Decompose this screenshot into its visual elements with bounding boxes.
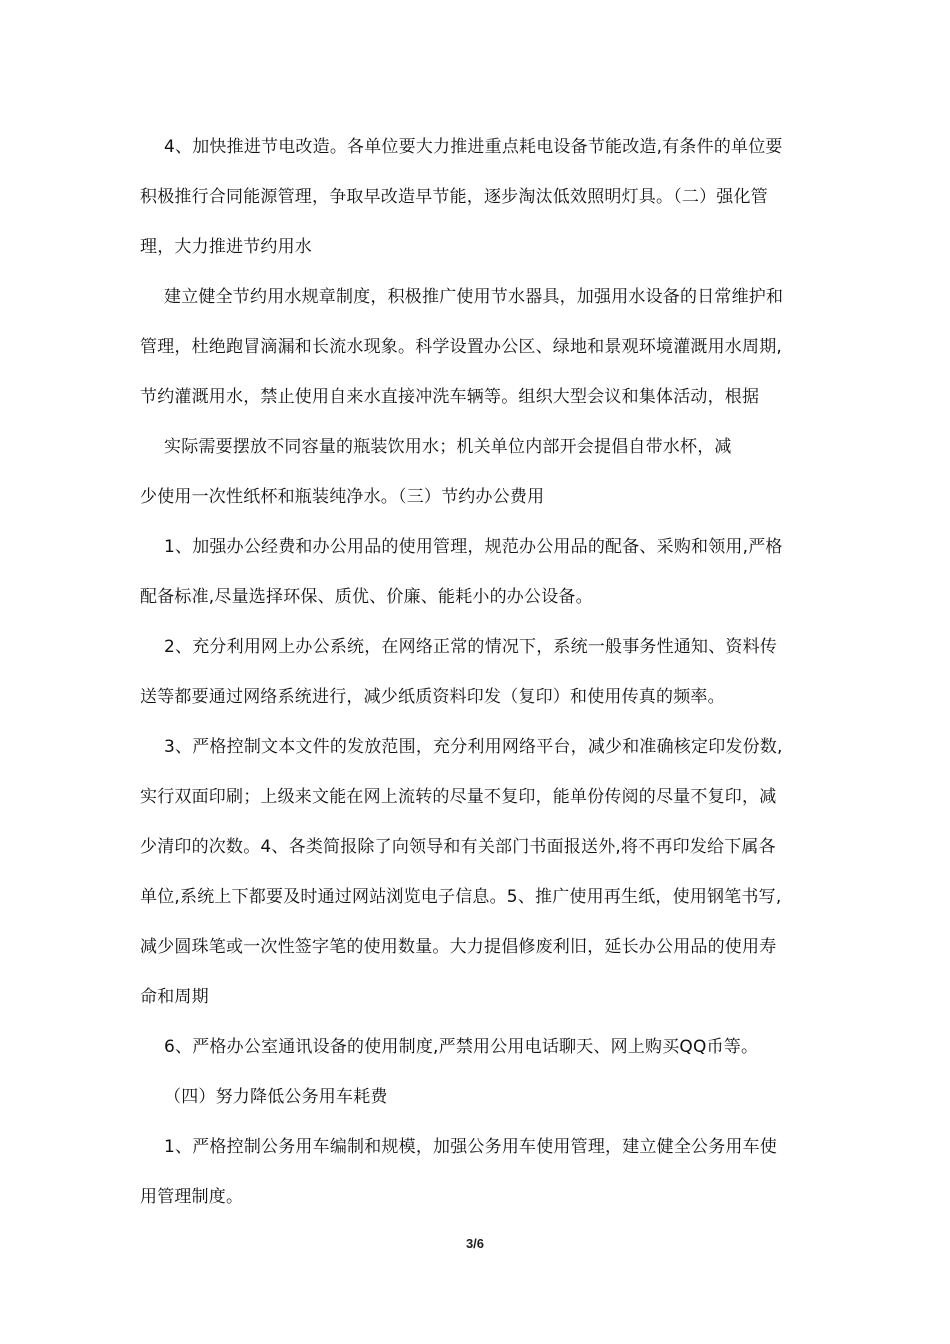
text-line: 减少圆珠笔或一次性签字笔的使用数量。大力提倡修废利旧，延长办公用品的使用寿 <box>140 937 777 957</box>
text-line: 节约灌溉用水，禁止使用自来水直接冲洗车辆等。组织大型会议和集体活动，根据 <box>140 387 760 407</box>
text-line: 6、严格办公室通讯设备的使用制度,严禁用公用电话聊天、网上购买QQ币等。 <box>164 1037 759 1057</box>
page-number: 3/6 <box>465 1236 485 1251</box>
text-line: 积极推行合同能源管理，争取早改造早节能，逐步淘汰低效照明灯具。（二）强化管 <box>140 187 768 207</box>
text-line: 实行双面印刷；上级来文能在网上流转的尽量不复印，能单份传阅的尽量不复印，减 <box>140 787 777 807</box>
text-line: 少清印的次数。4、各类简报除了向领导和有关部门书面报送外,将不再印发给下属各 <box>140 837 776 857</box>
text-line: 理，大力推进节约用水 <box>140 237 312 257</box>
section-heading: （四）努力降低公务用车耗费 <box>164 1087 388 1107</box>
text-line: 命和周期 <box>140 987 209 1007</box>
text-line: 4、加快推进节电改造。各单位要大力推进重点耗电设备节能改造,有条件的单位要 <box>164 137 783 157</box>
text-line: 用管理制度。 <box>140 1187 244 1207</box>
text-line: 配备标准,尽量选择环保、质优、价廉、能耗小的办公设备。 <box>140 587 593 607</box>
text-line: 实际需要摆放不同容量的瓶装饮用水；机关单位内部开会提倡自带水杯，减 <box>164 437 732 457</box>
text-line: 单位,系统上下都要及时通过网站浏览电子信息。5、推广使用再生纸，使用钢笔书写, <box>140 887 782 907</box>
text-line: 管理，杜绝跑冒滴漏和长流水现象。科学设置办公区、绿地和景观环境灌溉用水周期, <box>140 337 783 357</box>
text-line: 1、加强办公经费和办公用品的使用管理，规范办公用品的配备、采购和领用,严格 <box>164 537 783 557</box>
text-line: 建立健全节约用水规章制度，积极推广使用节水器具，加强用水设备的日常维护和 <box>164 287 784 307</box>
text-line: 少使用一次性纸杯和瓶装纯净水。（三）节约办公费用 <box>140 487 545 507</box>
text-line: 送等都要通过网络系统进行，减少纸质资料印发（复印）和使用传真的频率。 <box>140 687 725 707</box>
text-line: 1、严格控制公务用车编制和规模，加强公务用车使用管理，建立健全公务用车使 <box>164 1137 778 1157</box>
text-line: 3、严格控制文本文件的发放范围，充分利用网络平台，减少和准确核定印发份数, <box>164 737 783 757</box>
text-line: 2、充分利用网上办公系统，在网络正常的情况下，系统一般事务性通知、资料传 <box>164 637 778 657</box>
